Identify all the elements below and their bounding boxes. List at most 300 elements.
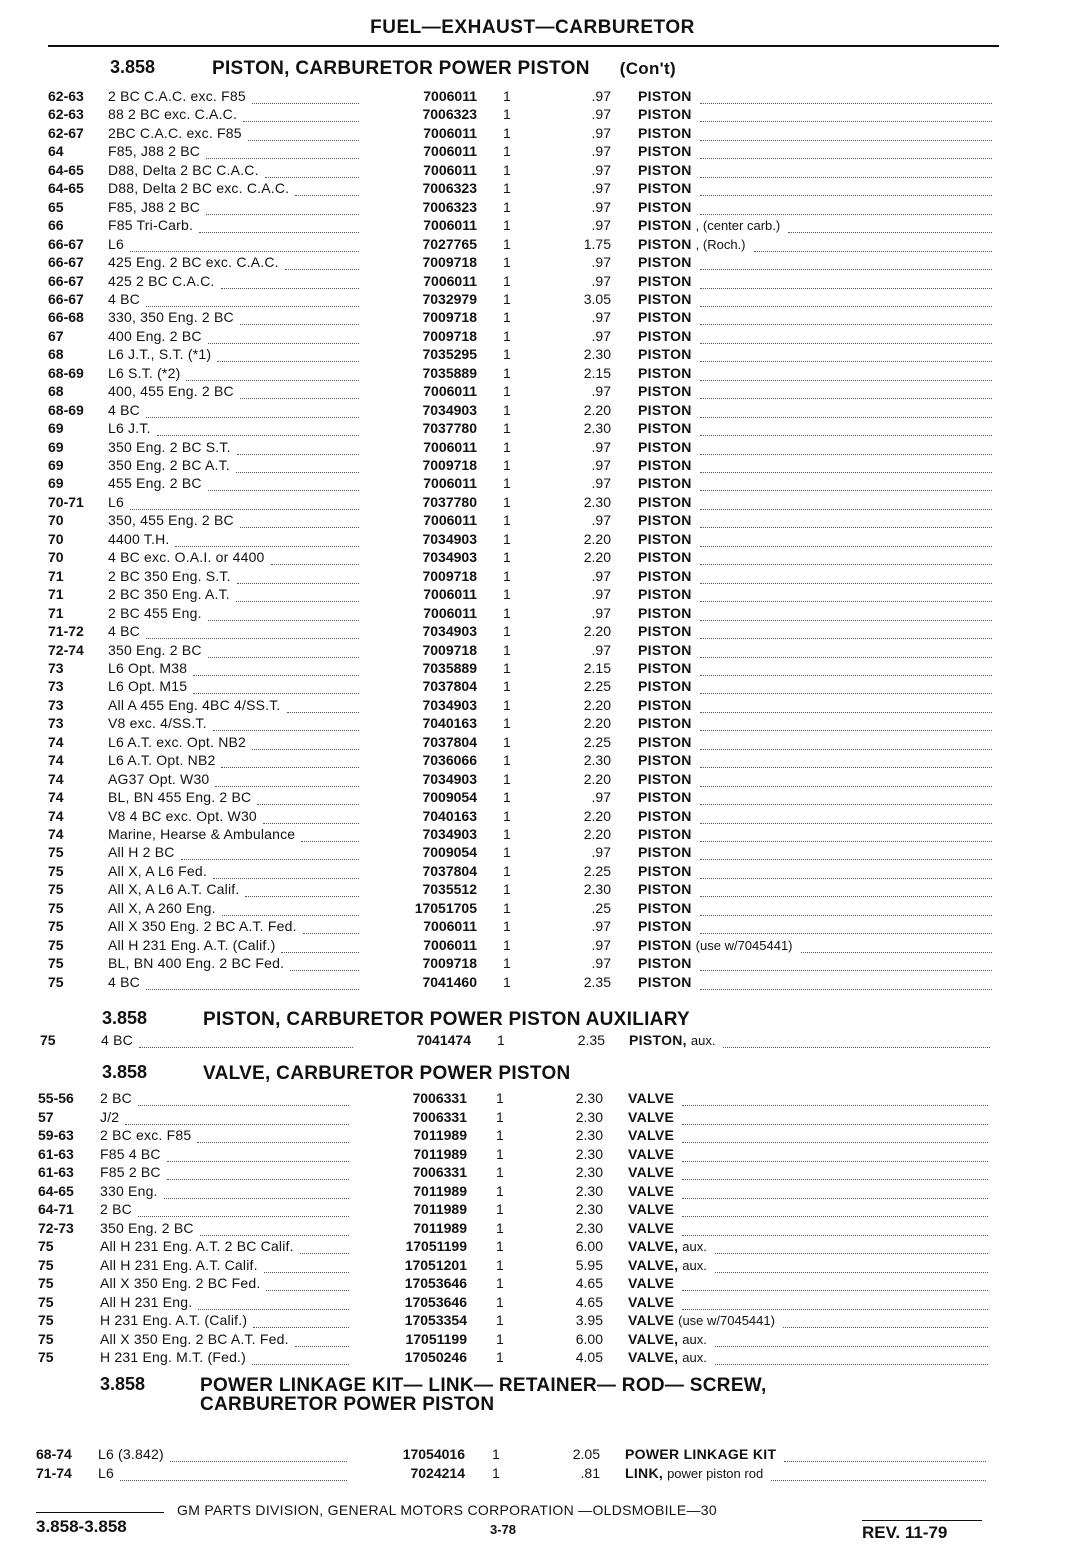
part-name — [638, 439, 692, 455]
dot-leader — [221, 752, 359, 768]
part-name-text: PISTON — [638, 642, 692, 658]
parts-row — [0, 402, 1065, 421]
application: 4 BC exc. O.A.I. or 4400 — [108, 549, 265, 565]
dot-leader — [700, 143, 992, 159]
part-number: 17051199 — [405, 1331, 467, 1347]
price: 3.05 — [583, 291, 611, 307]
part-number: 7009718 — [422, 642, 477, 658]
footer-revision: REV. 11-79 — [862, 1523, 948, 1542]
part-note: aux. — [682, 1239, 707, 1254]
application: All H 231 Eng. A.T. (Calif.) — [108, 937, 276, 953]
part-name-text: PISTON — [638, 402, 692, 418]
model-years: 66-67 — [48, 273, 84, 289]
part-name-text: VALVE — [628, 1312, 675, 1328]
part-name-text: PISTON — [638, 826, 692, 842]
part-name-text: VALVE, — [628, 1349, 679, 1365]
part-number: 17051201 — [404, 1257, 467, 1273]
part-number: 7006011 — [423, 125, 477, 141]
part-name-text: PISTON — [638, 605, 692, 621]
dot-leader — [682, 1201, 988, 1217]
application: L6 (3.842) — [98, 1446, 164, 1462]
dot-leader — [771, 1465, 986, 1481]
quantity: 1 — [496, 1312, 504, 1328]
price: 2.30 — [575, 1090, 603, 1106]
parts-row — [0, 180, 1065, 199]
part-name-text: PISTON — [638, 162, 692, 178]
price: .97 — [591, 937, 611, 953]
part-name-text: VALVE — [628, 1164, 675, 1180]
dot-leader — [783, 1312, 988, 1328]
part-name-text: VALVE — [628, 1275, 675, 1291]
dot-leader — [130, 236, 359, 252]
quantity: 1 — [496, 1294, 504, 1310]
part-name — [638, 863, 692, 879]
price: 2.20 — [583, 808, 611, 824]
dot-leader — [682, 1183, 988, 1199]
application: 2 BC C.A.C. exc. F85 — [108, 88, 246, 104]
part-number: 7027765 — [422, 236, 477, 252]
part-number: 7006331 — [412, 1109, 467, 1125]
dot-leader — [700, 199, 992, 215]
model-years: 64-65 — [48, 162, 84, 178]
part-name-text: PISTON — [638, 309, 692, 325]
part-number: 7006011 — [423, 162, 477, 178]
dot-leader — [700, 863, 992, 879]
price: 2.30 — [583, 881, 611, 897]
price: 2.30 — [583, 346, 611, 362]
parts-row — [0, 1220, 1065, 1239]
dot-leader — [700, 494, 992, 510]
dot-leader — [700, 900, 992, 916]
dot-leader — [285, 254, 359, 270]
price: 2.20 — [583, 771, 611, 787]
part-name-text: VALVE — [628, 1220, 675, 1236]
footer-rule-left — [36, 1512, 164, 1513]
model-years: 68 — [48, 346, 64, 362]
price: .97 — [591, 512, 611, 528]
dot-leader — [257, 789, 359, 805]
part-name — [638, 937, 793, 953]
model-years: 68 — [48, 383, 64, 399]
model-years: 74 — [48, 752, 64, 768]
price: 1.75 — [583, 236, 611, 252]
price: .97 — [591, 844, 611, 860]
model-years: 68-69 — [48, 365, 84, 381]
dot-leader — [138, 1201, 349, 1217]
model-years: 70 — [48, 549, 64, 565]
quantity: 1 — [503, 457, 511, 473]
application: L6 A.T. Opt. NB2 — [108, 752, 216, 768]
price: .97 — [591, 383, 611, 399]
application: 425 2 BC C.A.C. — [108, 273, 215, 289]
part-note: aux. — [682, 1258, 707, 1273]
price: 2.25 — [583, 734, 611, 750]
part-number: 17050246 — [404, 1349, 467, 1365]
parts-row — [0, 678, 1065, 697]
dot-leader — [700, 512, 992, 528]
part-name-text: VALVE — [628, 1183, 675, 1199]
parts-row — [0, 863, 1065, 882]
price: .97 — [591, 180, 611, 196]
price: 2.25 — [583, 678, 611, 694]
part-name-text: PISTON — [638, 955, 692, 971]
part-name-text: PISTON — [638, 715, 692, 731]
parts-row — [0, 457, 1065, 476]
quantity: 1 — [503, 88, 511, 104]
dot-leader — [700, 678, 992, 694]
section-number: 3.858 — [102, 1062, 148, 1082]
price: 2.30 — [575, 1183, 603, 1199]
part-name — [628, 1127, 674, 1143]
part-name-text: PISTON — [638, 125, 692, 141]
price: .97 — [591, 605, 611, 621]
part-name — [638, 808, 692, 824]
dot-leader — [237, 568, 359, 584]
part-name — [628, 1201, 674, 1217]
part-name — [638, 826, 692, 842]
dot-leader — [186, 365, 359, 381]
part-name — [638, 955, 692, 971]
dot-leader — [215, 771, 359, 787]
dot-leader — [700, 568, 992, 584]
page-title: FUEL—EXHAUST—CARBURETOR — [370, 17, 695, 38]
application: All X, A L6 A.T. Calif. — [108, 881, 240, 897]
price: 2.20 — [583, 549, 611, 565]
parts-row — [0, 1331, 1065, 1350]
price: .97 — [591, 88, 611, 104]
dot-leader — [700, 826, 992, 842]
application: 2 BC 455 Eng. — [108, 605, 202, 621]
section-number: 3.858 — [110, 57, 156, 77]
part-number: 7034903 — [422, 826, 477, 842]
part-number: 7006011 — [423, 88, 477, 104]
application: 2 BC — [100, 1090, 132, 1106]
part-name-text: PISTON — [638, 383, 692, 399]
part-number: 7011989 — [413, 1127, 467, 1143]
part-name-text: PISTON — [638, 586, 692, 602]
part-number: 7036066 — [422, 752, 477, 768]
dot-leader — [682, 1164, 988, 1180]
application: 2BC C.A.C. exc. F85 — [108, 125, 242, 141]
part-number: 7006323 — [422, 106, 477, 122]
part-note: aux. — [682, 1332, 707, 1347]
part-name-text: PISTON — [638, 660, 692, 676]
quantity: 1 — [503, 531, 511, 547]
price: .97 — [591, 918, 611, 934]
price: 2.20 — [583, 531, 611, 547]
section-title — [203, 1009, 690, 1031]
application: 88 2 BC exc. C.A.C. — [108, 106, 238, 122]
quantity: 1 — [503, 549, 511, 565]
part-number: 7009718 — [422, 254, 477, 270]
dot-leader — [236, 457, 359, 473]
part-number: 7009718 — [422, 955, 477, 971]
application: AG37 Opt. W30 — [108, 771, 210, 787]
parts-row — [0, 273, 1065, 292]
part-name — [638, 88, 692, 104]
price: 2.30 — [575, 1220, 603, 1236]
dot-leader — [208, 642, 359, 658]
quantity: 1 — [503, 254, 511, 270]
quantity: 1 — [496, 1201, 504, 1217]
dot-leader — [175, 531, 359, 547]
parts-row — [0, 1201, 1065, 1220]
dot-leader — [715, 1331, 988, 1347]
application: L6 Opt. M15 — [108, 678, 188, 694]
part-number: 7035512 — [422, 881, 477, 897]
parts-row — [0, 531, 1065, 550]
application: L6 — [108, 494, 124, 510]
quantity: 1 — [503, 402, 511, 418]
model-years: 75 — [40, 1032, 56, 1048]
part-note: aux. — [682, 1350, 707, 1365]
quantity: 1 — [503, 199, 511, 215]
parts-row — [0, 1465, 1065, 1484]
part-name — [638, 789, 692, 805]
part-name — [628, 1164, 674, 1180]
dot-leader — [222, 900, 359, 916]
part-name — [628, 1257, 707, 1273]
part-number: 7034903 — [422, 697, 477, 713]
dot-leader — [243, 106, 359, 122]
part-name — [638, 531, 692, 547]
dot-leader — [682, 1146, 988, 1162]
price: 2.35 — [583, 974, 611, 990]
dot-leader — [295, 180, 359, 196]
model-years: 75 — [48, 974, 64, 990]
model-years: 61-63 — [38, 1164, 74, 1180]
parts-row — [0, 346, 1065, 365]
application: 350, 455 Eng. 2 BC — [108, 512, 234, 528]
price: 2.30 — [583, 420, 611, 436]
model-years: 64-65 — [38, 1183, 74, 1199]
dot-leader — [281, 937, 359, 953]
part-note: (use w/7045441) — [695, 938, 793, 953]
parts-row — [0, 1127, 1065, 1146]
dot-leader — [700, 642, 992, 658]
parts-row — [0, 642, 1065, 661]
quantity: 1 — [503, 309, 511, 325]
model-years: 71 — [48, 605, 64, 621]
part-name-text: PISTON — [638, 549, 692, 565]
price: 2.15 — [583, 660, 611, 676]
part-name-text: PISTON — [638, 236, 692, 252]
part-number: 7011989 — [413, 1201, 467, 1217]
parts-row — [0, 291, 1065, 310]
application: F85 Tri-Carb. — [108, 217, 194, 233]
part-number: 7006011 — [423, 439, 477, 455]
dot-leader — [240, 383, 359, 399]
model-years: 66-67 — [48, 236, 84, 252]
part-name — [628, 1183, 674, 1199]
quantity: 1 — [503, 328, 511, 344]
application: Marine, Hearse & Ambulance — [108, 826, 296, 842]
model-years: 62-63 — [48, 88, 84, 104]
part-name — [638, 660, 692, 676]
part-number: 7006011 — [423, 512, 477, 528]
part-number: 7035295 — [422, 346, 477, 362]
section-title-line2: CARBURETOR POWER PISTON — [200, 1394, 495, 1415]
part-name — [638, 715, 692, 731]
dot-leader — [236, 586, 359, 602]
parts-row — [0, 844, 1065, 863]
application: 330 Eng. — [100, 1183, 158, 1199]
model-years: 75 — [38, 1275, 54, 1291]
dot-leader — [271, 549, 359, 565]
dot-leader — [700, 365, 992, 381]
part-number: 7006323 — [422, 180, 477, 196]
parts-row — [0, 549, 1065, 568]
dot-leader — [700, 383, 992, 399]
quantity: 1 — [497, 1032, 505, 1048]
quantity: 1 — [503, 420, 511, 436]
dot-leader — [700, 88, 992, 104]
part-name — [628, 1109, 674, 1125]
model-years: 69 — [48, 439, 64, 455]
part-name-text: PISTON — [638, 143, 692, 159]
part-name-text: VALVE — [628, 1127, 675, 1143]
part-name — [625, 1446, 776, 1462]
dot-leader — [167, 1146, 349, 1162]
quantity: 1 — [503, 697, 511, 713]
parts-row — [0, 697, 1065, 716]
part-name-text: PISTON — [638, 678, 692, 694]
quantity: 1 — [503, 881, 511, 897]
dot-leader — [700, 918, 992, 934]
quantity: 1 — [503, 642, 511, 658]
model-years: 64-71 — [38, 1201, 74, 1217]
part-name-text: VALVE, — [628, 1331, 679, 1347]
parts-row — [0, 1109, 1065, 1128]
model-years: 74 — [48, 771, 64, 787]
part-name-text: PISTON — [638, 918, 692, 934]
model-years: 71-72 — [48, 623, 84, 639]
quantity: 1 — [503, 475, 511, 491]
part-number: 7037804 — [422, 863, 477, 879]
part-number: 17054016 — [402, 1446, 465, 1462]
parts-row — [0, 771, 1065, 790]
dot-leader — [200, 1220, 349, 1236]
model-years: 74 — [48, 734, 64, 750]
part-name-text: PISTON — [638, 439, 692, 455]
part-name — [638, 106, 692, 122]
price: .97 — [591, 199, 611, 215]
quantity: 1 — [492, 1446, 500, 1462]
dot-leader — [146, 974, 359, 990]
price: .97 — [591, 955, 611, 971]
dot-leader — [801, 937, 992, 953]
dot-leader — [208, 328, 359, 344]
part-name — [638, 402, 692, 418]
part-number: 7006331 — [412, 1090, 467, 1106]
quantity: 1 — [492, 1465, 500, 1481]
parts-row — [0, 826, 1065, 845]
application: 4 BC — [108, 402, 140, 418]
quantity: 1 — [496, 1331, 504, 1347]
application: 455 Eng. 2 BC — [108, 475, 202, 491]
price: .97 — [591, 457, 611, 473]
quantity: 1 — [503, 734, 511, 750]
part-name-text: PISTON — [638, 752, 692, 768]
part-name-text: PISTON — [638, 88, 692, 104]
price: 2.20 — [583, 826, 611, 842]
price: 2.30 — [575, 1164, 603, 1180]
price: .97 — [591, 475, 611, 491]
dot-leader — [700, 734, 992, 750]
part-name — [638, 475, 692, 491]
model-years: 73 — [48, 660, 64, 676]
part-number: 17053646 — [404, 1294, 467, 1310]
price: .97 — [591, 217, 611, 233]
part-number: 7006011 — [423, 586, 477, 602]
model-years: 73 — [48, 715, 64, 731]
part-name — [638, 273, 692, 289]
dot-leader — [700, 660, 992, 676]
part-name — [638, 605, 692, 621]
application: H 231 Eng. A.T. (Calif.) — [100, 1312, 248, 1328]
application: All X, A L6 Fed. — [108, 863, 207, 879]
parts-row — [0, 254, 1065, 273]
part-name — [638, 328, 692, 344]
part-name-text: PISTON — [638, 420, 692, 436]
parts-row — [0, 789, 1065, 808]
model-years: 75 — [38, 1312, 54, 1328]
parts-row — [0, 752, 1065, 771]
part-note: (use w/7045441) — [678, 1313, 775, 1328]
price: .97 — [591, 162, 611, 178]
part-number: 7006011 — [423, 937, 477, 953]
price: .97 — [591, 309, 611, 325]
quantity: 1 — [496, 1146, 504, 1162]
dot-leader — [700, 125, 992, 141]
part-name — [638, 974, 692, 990]
part-note: , (Roch.) — [695, 237, 746, 252]
part-name-text: PISTON — [638, 199, 692, 215]
model-years: 66-67 — [48, 291, 84, 307]
dot-leader — [197, 1127, 349, 1143]
part-name-text: PISTON — [638, 974, 692, 990]
dot-leader — [263, 808, 359, 824]
application: All H 2 BC — [108, 844, 175, 860]
price: 2.30 — [583, 494, 611, 510]
model-years: 55-56 — [38, 1090, 74, 1106]
dot-leader — [784, 1446, 986, 1462]
model-years: 75 — [48, 881, 64, 897]
footer-publisher: GM PARTS DIVISION, GENERAL MOTORS CORPORATION —OLDSMOBILE—30 — [177, 1502, 717, 1518]
part-name — [638, 771, 692, 787]
part-name-text: VALVE — [628, 1201, 675, 1217]
price: .97 — [591, 143, 611, 159]
parts-row — [0, 439, 1065, 458]
application: V8 4 BC exc. Opt. W30 — [108, 808, 257, 824]
part-name — [628, 1220, 674, 1236]
part-number: 7011989 — [413, 1220, 467, 1236]
application: 350 Eng. 2 BC A.T. — [108, 457, 230, 473]
part-name-text: PISTON — [638, 881, 692, 897]
quantity: 1 — [496, 1238, 504, 1254]
quantity: 1 — [503, 568, 511, 584]
quantity: 1 — [503, 125, 511, 141]
part-name-text: PISTON — [638, 568, 692, 584]
part-number: 17051705 — [414, 900, 477, 916]
model-years: 74 — [48, 808, 64, 824]
model-years: 68-69 — [48, 402, 84, 418]
part-name — [638, 512, 692, 528]
price: 3.95 — [575, 1312, 603, 1328]
parts-row — [0, 586, 1065, 605]
part-name-text: PISTON — [638, 844, 692, 860]
section-title-text: VALVE, CARBURETOR POWER PISTON — [203, 1063, 571, 1084]
